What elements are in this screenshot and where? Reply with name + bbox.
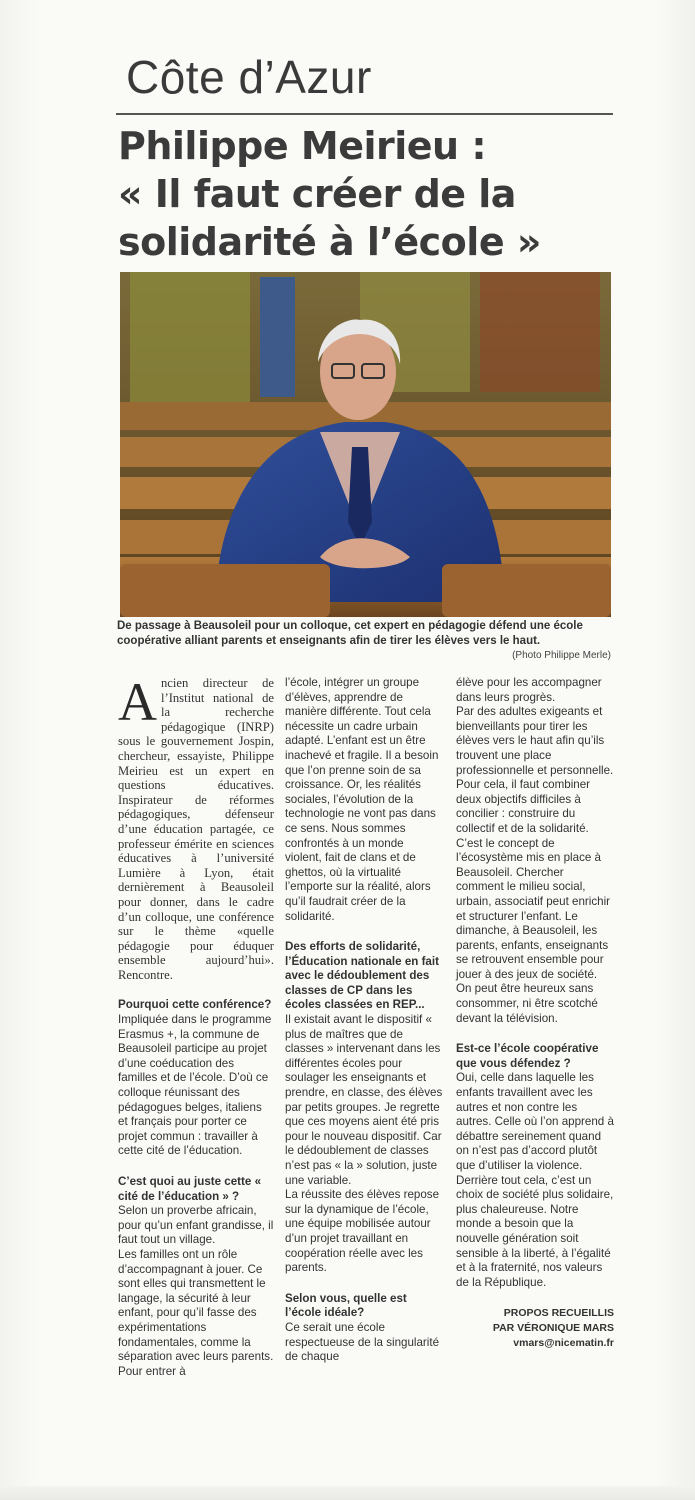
section-title: Côte d’Azur — [126, 51, 372, 103]
question-5: Est-ce l’école coopérative que vous défendez ? — [456, 1042, 599, 1070]
article-column-1 — [118, 672, 274, 1379]
question-1: Pourquoi cette conférence? — [118, 998, 272, 1012]
answer-2b: Les familles ont un rôle d’accompagnant à jouer. Ce sont elles qui transmettent le langage, la sécurité à leur enfant, pour qu’il fasse des expérimentations fondamentales, comme la séparation avec leurs parents. Pour entrer à — [118, 1247, 274, 1378]
headline-line-3: solidarité à l’école » — [118, 220, 541, 264]
section-rule — [116, 113, 613, 115]
intro-paragraph — [118, 672, 274, 982]
headline-line-1: Philippe Meirieu : — [118, 124, 487, 168]
question-2: C’est quoi au juste cette « cité de l’éducation » ? — [118, 1175, 262, 1203]
question-4: Selon vous, quelle est l’école idéale? — [285, 1291, 407, 1320]
answer-2a: Selon un proverbe africain, pour qu’un enfant grandisse, il faut tout un village. — [118, 1204, 274, 1247]
signature-line-1: PROPOS RECUEILLIS — [503, 1307, 614, 1320]
photo-caption: De passage à Beausoleil pour un colloque, cet expert en pédagogie défend une école coopérative alliant parents et enseignants afin de tirer les élèves vers le haut. — [117, 620, 583, 647]
answer-5b: Derrière tout cela, c’est un choix de société plus solidaire, plus chaleureuse. Notre monde a besoin que la nouvelle génération soit sensible à la liberté, à l’égalité et à la fraternité, nos valeurs de la République. — [456, 1173, 614, 1289]
answer-4a: Ce serait une école respectueuse de la singularité de chaque — [285, 1320, 440, 1364]
answer-4d: C’est le concept de l’écosystème mis en place à Beausoleil. Chercher comment le milieu social, urbain, associatif peut enrichir et structurer l’enfant. Le dimanche, à Beausoleil, les parents, enfants, enseignants se retrouvent ensemble pour jouer à des jeux de société. — [456, 836, 611, 981]
answer-3b: La réussite des élèves repose sur la dynamique de l’école, une équipe mobilisée autour d’un projet travaillant en coopération réelle avec les parents. — [285, 1188, 440, 1275]
answer-4e: On peut être heureux sans consommer, ni être scotché devant la télévision. — [456, 982, 598, 1025]
answer-3a: Il existait avant le dispositif « plus de maîtres que de classes » intervenant dans les différentes écoles pour soulager les enseignants et prendre, en classe, des élèves par petits groupes. Je regrette que ces moyens aient été pris pour le nouveau dispositif. Car le dédoublement de classes n’est pas « la » solution, juste une variable. — [285, 1013, 443, 1187]
article-column-2 — [285, 676, 443, 1365]
answer-1: Impliquée dans le programme Erasmus +, la commune de Beausoleil participe au projet d’une coéducation des familles et de l’école. D’où ce colloque réunissant des pédagogues belges, italiens et français pour porter ce projet commun : travailler à cette cité de l’éducation. — [118, 1013, 272, 1158]
portrait-photo — [120, 272, 611, 617]
answer-5a: Oui, celle dans laquelle les enfants travaillent avec les autres et non contre les autres. Celle où l’on apprend à débattre sereinement quand on n’est pas d’accord plutôt que d’utiliser la violence. — [456, 1071, 614, 1172]
answer-2c: l’école, intégrer un groupe d’élèves, apprendre de manière différente. Tout cela nécessite un cadre urbain adapté. L’enfant est un être inachevé et fragile. Il a besoin que l’on prenne soin de sa croissance. Or, les réalités sociales, l’évolution de la technologie ne vont pas dans ce sens. Nous sommes confrontés à un monde violent, fait de clans et de ghettos, où la virtualité l’emporte sur la réalité, alors qu’il faudrait créer de la solidarité. — [285, 676, 439, 923]
headline-line-2: « Il faut créer de la — [118, 172, 516, 216]
drop-cap: A — [118, 672, 157, 732]
signature-line-2: PAR VÉRONIQUE MARS — [492, 1322, 614, 1335]
intro-text: ncien directeur de l’Institut national de la recherche pédagogique (INRP) sous le gouvernement Jospin, chercheur, essayiste, Philippe Meirieu est un expert en questions éducatives. Inspirateur de réformes pédagogiques, défenseur d’une éducation partagée, ce professeur émérite en sciences éducatives à l’université Lumière à Lyon, était dernièrement à Beausoleil pour donner, dans le cadre d’un colloque, une conférence sur le thème «quelle pédagogie pour éduquer ensemble aujourd’hui». Rencontre. — [118, 676, 274, 982]
portrait-photo-illustration — [120, 272, 611, 617]
answer-4c: Par des adultes exigeants et bienveillants pour tirer les élèves vers le haut afin qu’ils trouvent une place professionnelle et personnelle. Pour cela, il faut combiner deux objectifs difficiles à concilier : construire du collectif et de la solidarité. — [456, 705, 614, 835]
scan-edge — [0, 1486, 695, 1500]
question-3: Des efforts de solidarité, l’Éducation nationale en fait avec le dédoublement des classes de CP dans les écoles classées en REP... — [285, 940, 439, 1012]
article-column-3 — [456, 676, 614, 1351]
answer-4b: élève pour les accompagner dans leurs progrès. — [456, 676, 602, 704]
headline — [118, 122, 613, 266]
photo-credit: (Photo Philippe Merle) — [512, 650, 611, 661]
signature-email: vmars@nicematin.fr — [513, 1337, 614, 1350]
